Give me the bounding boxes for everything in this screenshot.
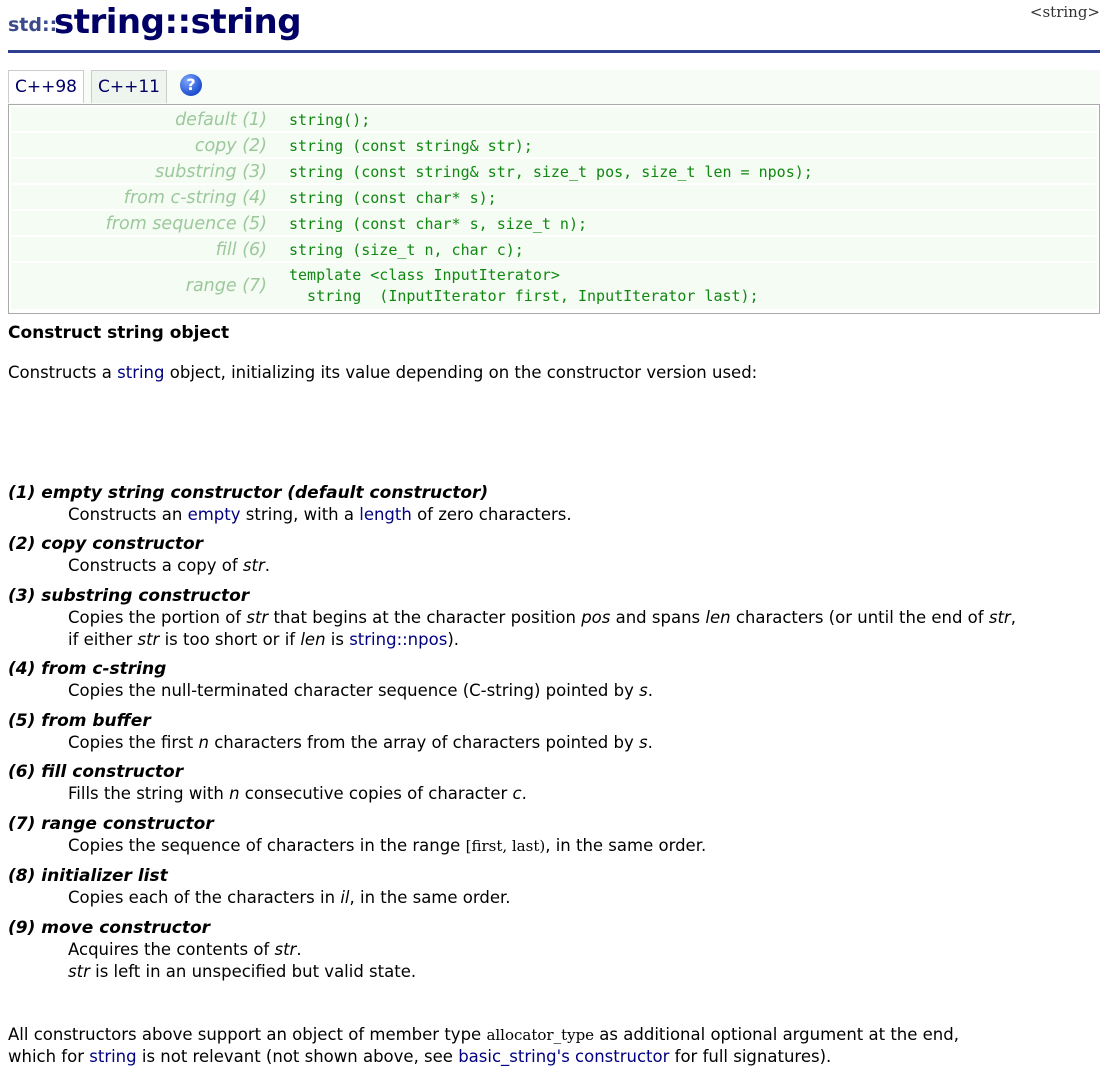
text: Fills the string with — [68, 784, 230, 803]
text: Copies each of the characters in — [68, 888, 341, 907]
param-name: str — [68, 962, 90, 981]
item-title: (9) move constructor — [8, 918, 211, 938]
footer-paragraph — [8, 1025, 959, 1044]
item-description — [68, 556, 270, 575]
item-description — [68, 681, 653, 700]
prototype-label: from sequence (5) — [105, 214, 267, 234]
text: and spans — [610, 608, 706, 627]
item-title: (2) copy constructor — [8, 534, 204, 554]
prototype-row — [11, 185, 1097, 209]
basic-string-constructor-link[interactable]: basic_string's constructor — [458, 1047, 670, 1066]
text: . — [647, 733, 653, 752]
text: characters (or until the end of — [730, 608, 989, 627]
prototype-code: string (InputIterator first, InputIterator last); — [289, 287, 759, 305]
prototype-code: string (const char* s); — [289, 189, 497, 207]
item-title: (6) fill constructor — [8, 762, 184, 782]
text: Constructs a — [8, 363, 118, 382]
item-description — [68, 505, 572, 524]
empty-link[interactable]: empty — [187, 505, 241, 524]
text: , in the same order. — [545, 836, 707, 855]
npos-link[interactable]: string::npos — [349, 630, 448, 649]
text: is left in an unspecified but valid state. — [89, 962, 417, 981]
item-description — [68, 962, 416, 981]
prototype-row — [11, 159, 1097, 183]
page-header — [8, 0, 1100, 53]
param-name: len — [705, 608, 731, 627]
range-code: [first, last) — [465, 837, 546, 855]
text: , — [1010, 608, 1016, 627]
prototype-label: copy (2) — [194, 136, 267, 156]
param-name: str — [137, 630, 160, 649]
text: , in the same order. — [349, 888, 511, 907]
prototype-label: fill (6) — [215, 240, 267, 260]
prototype-label: range (7) — [185, 276, 267, 296]
param-name: n — [229, 784, 240, 803]
text: ). — [447, 630, 459, 649]
standard-tabs — [8, 70, 1100, 104]
prototypes-box — [8, 104, 1100, 314]
prototype-row — [11, 211, 1097, 235]
prototype-code: string (const char* s, size_t n); — [289, 215, 588, 233]
text: . — [296, 940, 302, 959]
allocator-type-code: allocator_type — [486, 1026, 595, 1044]
text: Copies the first — [68, 733, 199, 752]
prototype-row — [11, 237, 1097, 261]
prototype-code: string (size_t n, char c); — [289, 241, 524, 259]
param-name: n — [198, 733, 209, 752]
prototype-row — [11, 133, 1097, 157]
param-name: len — [300, 630, 326, 649]
text: that begins at the character position — [268, 608, 582, 627]
text: . — [521, 784, 527, 803]
text: is — [325, 630, 350, 649]
item-title: (8) initializer list — [8, 866, 168, 886]
param-name: s — [638, 733, 648, 752]
param-name: s — [639, 681, 648, 700]
prototype-label: default (1) — [175, 110, 267, 130]
text: Copies the portion of — [68, 608, 247, 627]
text: Constructs a copy of — [68, 556, 243, 575]
prototype-row — [11, 107, 1097, 131]
prototype-label: substring (3) — [155, 162, 267, 182]
section-title: Construct string object — [8, 323, 230, 343]
text: characters from the array of characters pointed by — [208, 733, 639, 752]
item-description — [68, 630, 459, 649]
param-name: str — [274, 940, 297, 959]
item-description — [68, 940, 302, 959]
header-file-link[interactable]: <string> — [1029, 3, 1100, 21]
prototype-row — [11, 263, 1097, 309]
prototype-code: template <class InputIterator> — [289, 266, 560, 284]
prototype-code: string (const string& str, size_t pos, size_t len = npos); — [289, 163, 813, 181]
text: is too short or if — [159, 630, 301, 649]
text: consecutive copies of character — [239, 784, 513, 803]
param-name: str — [988, 608, 1011, 627]
tab-cpp98[interactable]: C++98 — [8, 70, 84, 103]
text: which for — [8, 1047, 90, 1066]
intro-paragraph — [8, 363, 757, 382]
text: All constructors above support an object of member type — [8, 1025, 487, 1044]
length-link[interactable]: length — [359, 505, 412, 524]
item-title: (7) range constructor — [8, 814, 214, 834]
text: object, initializing its value depending on the constructor version used: — [164, 363, 758, 382]
param-name: il — [340, 888, 350, 907]
item-description — [68, 608, 1016, 627]
prototype-code: string (const string& str); — [289, 137, 533, 155]
text: Copies the null-terminated character sequence (C-string) pointed by — [68, 681, 640, 700]
text: for full signatures). — [669, 1047, 832, 1066]
string-link[interactable]: string — [89, 1047, 137, 1066]
item-description — [68, 784, 527, 803]
text: as additional optional argument at the end, — [594, 1025, 959, 1044]
param-name: c — [512, 784, 522, 803]
text: Copies the sequence of characters in the range — [68, 836, 466, 855]
prototype-code: string(); — [289, 111, 371, 129]
string-link[interactable]: string — [117, 363, 165, 382]
text: string, with a — [240, 505, 360, 524]
prototype-label: from c-string (4) — [123, 188, 267, 208]
param-name: str — [242, 556, 265, 575]
text: if either — [68, 630, 138, 649]
text: Acquires the contents of — [68, 940, 275, 959]
item-description — [68, 733, 653, 752]
item-title: (1) empty string constructor (default constructor) — [8, 483, 489, 503]
item-title: (3) substring constructor — [8, 586, 250, 606]
footer-paragraph — [8, 1047, 831, 1066]
text: . — [264, 556, 271, 575]
param-name: pos — [581, 608, 611, 627]
item-description — [68, 888, 511, 907]
item-title: (4) from c-string — [8, 659, 167, 679]
text: is not relevant (not shown above, see — [136, 1047, 459, 1066]
help-icon[interactable]: ? — [180, 74, 202, 96]
namespace-label: std:: — [8, 14, 58, 36]
tab-cpp11[interactable]: C++11 — [91, 70, 167, 103]
item-description — [68, 836, 706, 855]
item-title: (5) from buffer — [8, 711, 151, 731]
param-name: str — [246, 608, 269, 627]
page-title: string::string — [54, 2, 302, 42]
text: of zero characters. — [411, 505, 572, 524]
text: Constructs an — [68, 505, 188, 524]
text: . — [647, 681, 653, 700]
